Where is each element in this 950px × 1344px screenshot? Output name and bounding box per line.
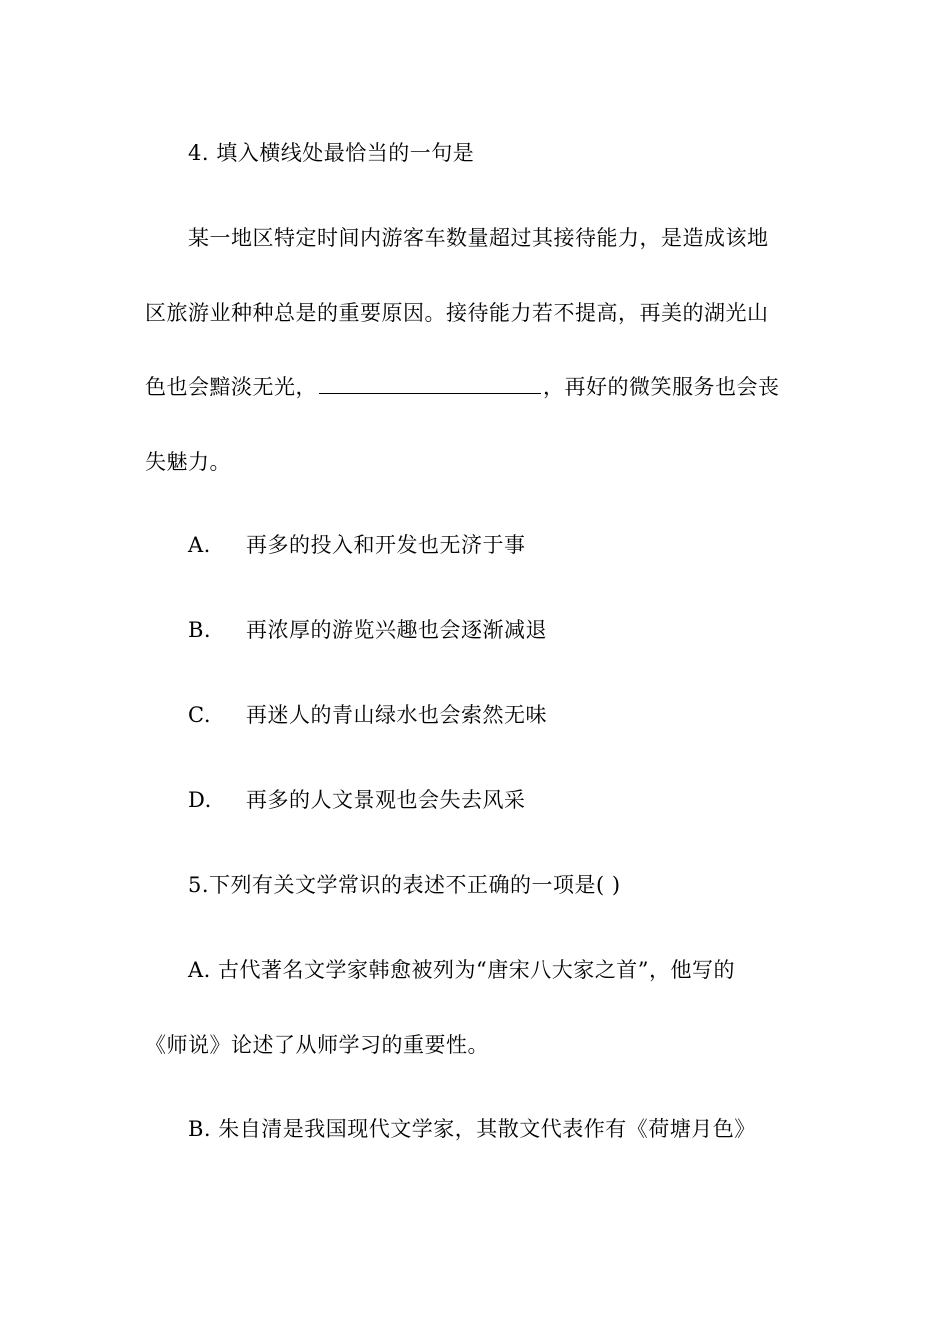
option-letter: D. [188,788,212,812]
q4-option-a [188,530,526,560]
question-5-title: 5.下列有关文学常识的表述不正确的一项是( ) [188,873,621,897]
q4-option-b [188,615,547,645]
q4-option-d [188,785,526,815]
q4-passage-line-1: 某一地区特定时间内游客车数量超过其接待能力，是造成该地 [188,226,769,250]
option-text: 再多的投入和开发也无济于事 [246,533,526,557]
question-4-title: 4. 填入横线处最恰当的一句是 [188,141,475,165]
option-letter: B. [188,618,212,642]
q5-option-a-line-2: 《师说》论述了从师学习的重要性。 [145,1033,489,1057]
option-text: 再多的人文景观也会失去风采 [246,788,526,812]
answer-blank-line [319,373,541,394]
q4-passage-line-3-before: 色也会黯淡无光， [145,375,317,399]
option-text: 再迷人的青山绿水也会索然无味 [246,703,547,727]
q5-option-b-line-1: B. 朱自清是我国现代文学家，其散文代表作有《荷塘月色》 [188,1117,756,1141]
q4-option-c [188,700,547,730]
option-letter: C. [188,703,211,727]
option-letter: A. [188,533,211,557]
option-text: 再浓厚的游览兴趣也会逐渐减退 [246,618,547,642]
q4-passage-line-2: 区旅游业种种总是的重要原因。接待能力若不提高，再美的湖光山 [145,301,769,325]
q4-passage-line-4: 失魅力。 [145,450,231,474]
q5-option-a-line-1: A. 古代著名文学家韩愈被列为“唐宋八大家之首”，他写的 [188,958,735,982]
q4-passage-line-3 [145,372,780,402]
q4-passage-line-3-after: ，再好的微笑服务也会丧 [543,375,780,399]
